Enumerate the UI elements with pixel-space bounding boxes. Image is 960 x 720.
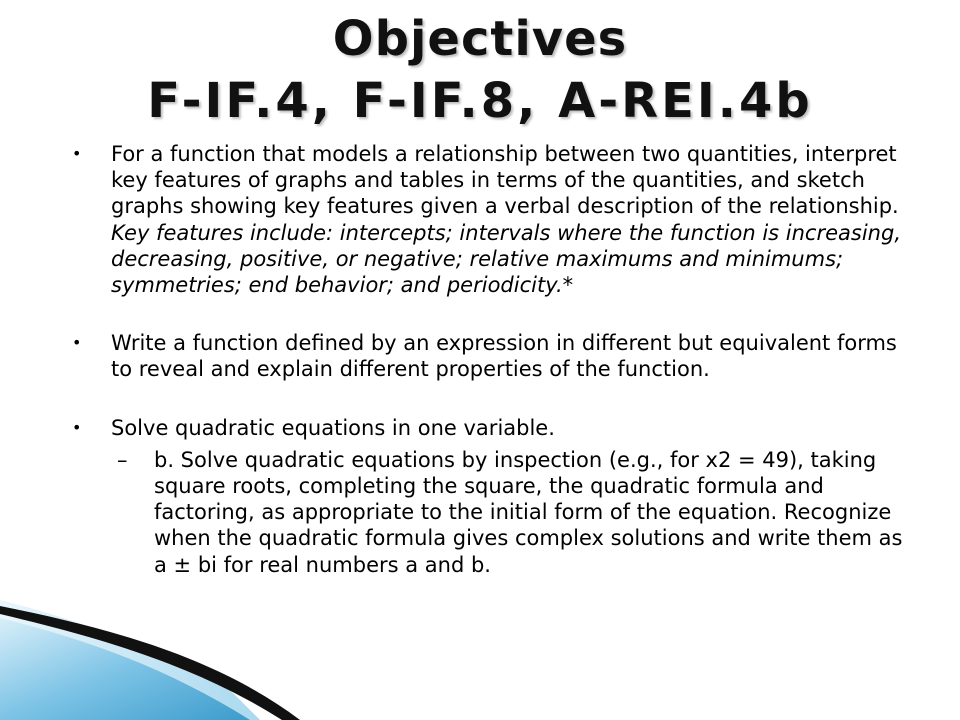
swoosh-light: [0, 600, 260, 720]
sub-bullet-item: [60, 447, 920, 578]
sub-bullet-text: b. Solve quadratic equations by inspection (e.g., for x2 = 49), taking square roots, completing the square, the quadratic formula and factoring, as appropriate to the initial form of the equation. Recognize when the quadratic formula gives complex solutions and write them as a ± bi for real numbers a and b.: [154, 447, 903, 577]
bullet-marker: •: [72, 144, 82, 163]
slide-body: [60, 141, 920, 578]
bullet-italic-text: Key features include: intercepts; intervals where the function is increasing, decreasing, positive, or negative; relative maximums and minimums; symmetries; end behavior; and periodicity.*: [111, 220, 901, 298]
swoosh-dark: [0, 606, 300, 720]
spacer: [60, 298, 920, 324]
sub-bullet-marker: –: [117, 447, 128, 472]
bullet-text: For a function that models a relationship between two quantities, interpret key features of graphs and tables in terms of the quantities, and sketch graphs showing key features given a verbal description of the relationship.: [111, 142, 899, 219]
bullet-text: Write a function defined by an expression in different but equivalent forms to reveal and explain different properties of the function.: [111, 331, 897, 382]
spacer: [60, 383, 920, 409]
bullet-item-1: [60, 141, 920, 298]
slide-title: [0, 8, 960, 132]
swoosh-blue: [0, 618, 250, 720]
bullet-marker: •: [72, 417, 82, 437]
bullet-text: Solve quadratic equations in one variable.: [111, 415, 555, 440]
bullet-item-2: [60, 330, 920, 382]
title-line-2: F-IF.4, F-IF.8, A-REI.4b: [147, 73, 813, 129]
bullet-item-3: [60, 415, 920, 441]
bullet-marker: •: [72, 333, 82, 353]
title-line-1: Objectives: [332, 11, 628, 67]
